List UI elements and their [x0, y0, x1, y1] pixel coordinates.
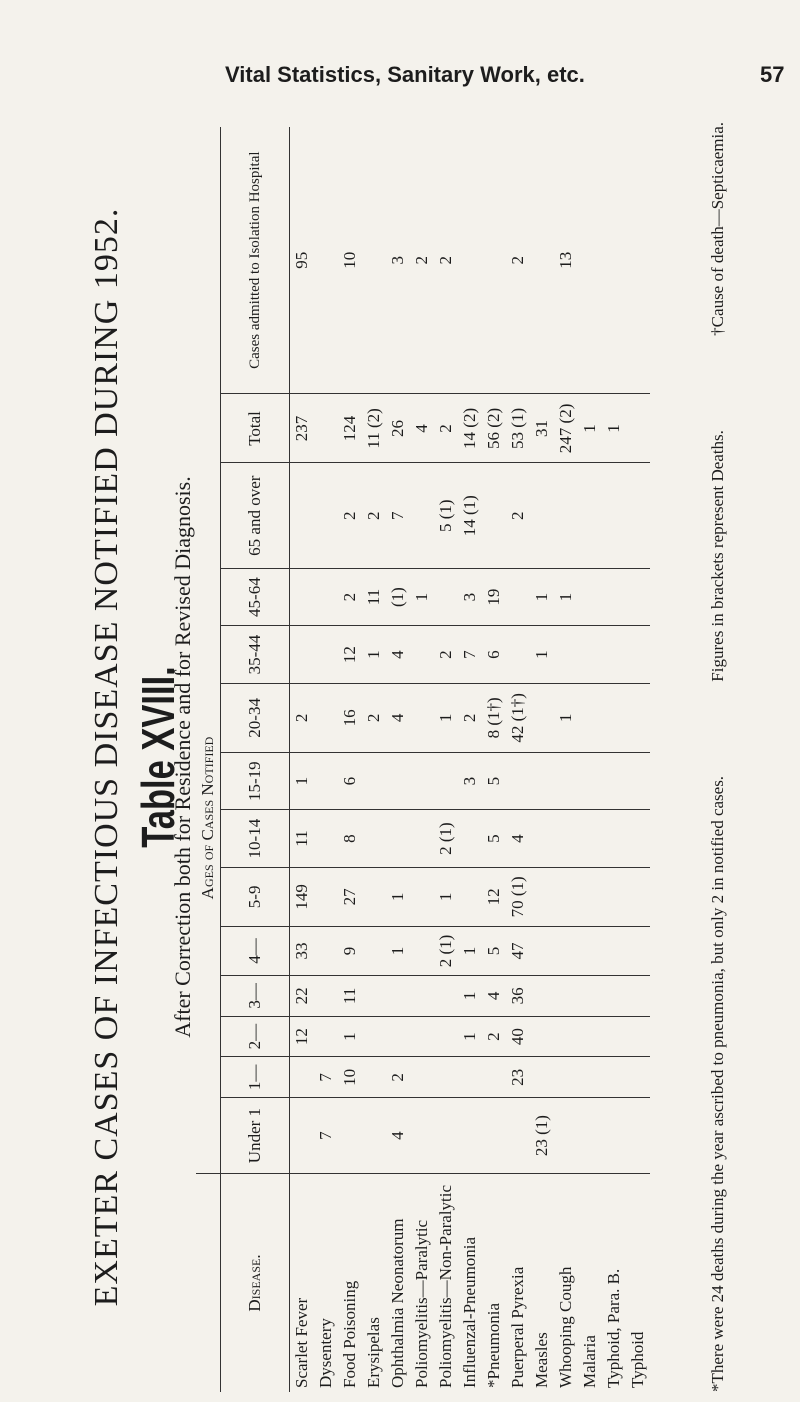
- admitted-cell: [626, 127, 650, 394]
- total-cell: 124: [338, 394, 362, 463]
- disease-name: Typhoid: [628, 1331, 647, 1388]
- age-count-cell: [626, 463, 650, 568]
- age-count-cell: [290, 463, 315, 568]
- age-count-cell: [458, 1057, 482, 1098]
- age-count-cell: [314, 976, 338, 1017]
- admitted-cell: [458, 127, 482, 394]
- admitted-cell: 13: [554, 127, 578, 394]
- age-count-cell: [386, 752, 410, 809]
- disease-name: Puerperal Pyrexia: [508, 1266, 527, 1388]
- admitted-cell: [578, 127, 602, 394]
- age-count-cell: [290, 626, 315, 683]
- age-count-cell: 9: [338, 926, 362, 975]
- age-count-cell: 4: [386, 626, 410, 683]
- age-count-cell: 47: [506, 926, 530, 975]
- admitted-cell: [602, 127, 626, 394]
- footnote-pneumonia: *There were 24 deaths during the year ascribed to pneumonia, but only 2 in notified cases.: [708, 775, 727, 1392]
- page-number: 57: [760, 62, 785, 87]
- age-count-cell: [410, 867, 434, 926]
- column-header-row: [221, 127, 290, 1392]
- age-count-cell: 1: [530, 626, 554, 683]
- age-count-cell: [482, 1098, 506, 1174]
- age-count-cell: 12: [338, 626, 362, 683]
- age-count-cell: 1: [554, 683, 578, 752]
- age-count-cell: [434, 568, 458, 625]
- age-count-cell: [554, 1098, 578, 1174]
- age-count-cell: 70 (1): [506, 867, 530, 926]
- age-count-cell: [338, 1098, 362, 1174]
- age-count-cell: 4: [386, 1098, 410, 1174]
- age-count-cell: [602, 752, 626, 809]
- age-count-cell: [482, 463, 506, 568]
- age-count-cell: [578, 683, 602, 752]
- age-count-cell: [362, 752, 386, 809]
- age-count-cell: [602, 463, 626, 568]
- age-count-cell: 2: [482, 1016, 506, 1057]
- admitted-cell: [314, 127, 338, 394]
- age-count-cell: 1: [554, 568, 578, 625]
- total-cell: 26: [386, 394, 410, 463]
- age-count-cell: [410, 976, 434, 1017]
- age-count-cell: [410, 752, 434, 809]
- age-count-cell: [626, 976, 650, 1017]
- age-count-cell: [554, 626, 578, 683]
- age-count-cell: 42 (1†): [506, 683, 530, 752]
- age-count-cell: 14 (1): [458, 463, 482, 568]
- table-row: [314, 127, 338, 1392]
- table-row: [386, 127, 410, 1392]
- age-count-cell: 1: [290, 752, 315, 809]
- disease-table: [196, 127, 650, 1392]
- admitted-cell: 2: [434, 127, 458, 394]
- age-count-cell: [530, 752, 554, 809]
- age-count-cell: 5 (1): [434, 463, 458, 568]
- age-count-cell: 3: [458, 568, 482, 625]
- age-count-cell: 1: [458, 1016, 482, 1057]
- age-count-cell: 3: [458, 752, 482, 809]
- age-header: 5-9: [221, 867, 290, 926]
- age-count-cell: [506, 568, 530, 625]
- age-count-cell: 12: [290, 1016, 315, 1057]
- age-header: 2—: [221, 1016, 290, 1057]
- age-count-cell: [578, 752, 602, 809]
- age-count-cell: [314, 626, 338, 683]
- blank-header: [196, 127, 221, 394]
- age-count-cell: 8 (1†): [482, 683, 506, 752]
- age-count-cell: (1): [386, 568, 410, 625]
- age-count-cell: [626, 867, 650, 926]
- age-count-cell: 2: [290, 683, 315, 752]
- age-count-cell: [530, 867, 554, 926]
- age-count-cell: [386, 1016, 410, 1057]
- age-count-cell: 2: [386, 1057, 410, 1098]
- rotated-table-page: [0, 112, 800, 1402]
- table-row: [410, 127, 434, 1392]
- blank-header: [196, 394, 221, 463]
- age-count-cell: 11: [338, 976, 362, 1017]
- age-count-cell: 10: [338, 1057, 362, 1098]
- age-count-cell: [602, 1016, 626, 1057]
- table-row: [458, 127, 482, 1392]
- age-count-cell: 22: [290, 976, 315, 1017]
- admitted-cell: 3: [386, 127, 410, 394]
- table-row: [338, 127, 362, 1392]
- age-count-cell: [578, 626, 602, 683]
- age-count-cell: [434, 1098, 458, 1174]
- age-count-cell: [602, 626, 626, 683]
- age-count-cell: [386, 976, 410, 1017]
- age-count-cell: [410, 683, 434, 752]
- age-count-cell: [626, 752, 650, 809]
- age-count-cell: [578, 463, 602, 568]
- age-count-cell: 2: [458, 683, 482, 752]
- age-count-cell: [314, 463, 338, 568]
- admitted-cell: [482, 127, 506, 394]
- age-count-cell: 5: [482, 926, 506, 975]
- total-cell: 2: [434, 394, 458, 463]
- age-count-cell: 7: [458, 626, 482, 683]
- age-count-cell: [314, 867, 338, 926]
- age-count-cell: [530, 976, 554, 1017]
- disease-name: Typhoid, Para. B.: [604, 1268, 623, 1388]
- age-count-cell: 7: [314, 1098, 338, 1174]
- age-count-cell: 1: [362, 626, 386, 683]
- age-count-cell: 2: [434, 626, 458, 683]
- age-count-cell: [410, 1098, 434, 1174]
- age-count-cell: [602, 810, 626, 867]
- running-title: Vital Statistics, Sanitary Work, etc.: [225, 62, 585, 87]
- age-count-cell: 19: [482, 568, 506, 625]
- disease-name: Measles: [532, 1332, 551, 1388]
- age-count-cell: [314, 683, 338, 752]
- table-label: Table XVIII.: [132, 666, 184, 848]
- age-count-cell: 2: [338, 568, 362, 625]
- age-header: Under 1: [221, 1098, 290, 1174]
- age-header: 1—: [221, 1057, 290, 1098]
- disease-name: Whooping Cough: [556, 1266, 575, 1388]
- disease-name: Food Poisoning: [340, 1280, 359, 1388]
- age-count-cell: 11: [362, 568, 386, 625]
- age-count-cell: 2: [362, 463, 386, 568]
- table-row: [626, 127, 650, 1392]
- age-count-cell: 2 (1): [434, 926, 458, 975]
- table-row: [530, 127, 554, 1392]
- age-count-cell: [458, 810, 482, 867]
- total-cell: 53 (1): [506, 394, 530, 463]
- age-count-cell: 1: [410, 568, 434, 625]
- admitted-cell: 95: [290, 127, 315, 394]
- age-count-cell: [530, 683, 554, 752]
- disease-name: Erysipelas: [364, 1317, 383, 1388]
- table-row: [578, 127, 602, 1392]
- age-count-cell: [602, 867, 626, 926]
- footnote-septicaemia: †Cause of death—Septicaemia.: [708, 121, 727, 336]
- age-count-cell: [314, 568, 338, 625]
- age-count-cell: 12: [482, 867, 506, 926]
- age-header: 65 and over: [221, 463, 290, 568]
- disease-name: *Pneumonia: [484, 1303, 503, 1388]
- age-count-cell: [506, 752, 530, 809]
- age-count-cell: [554, 1016, 578, 1057]
- age-count-cell: 1: [434, 683, 458, 752]
- age-header: 15-19: [221, 752, 290, 809]
- table-row: [362, 127, 386, 1392]
- total-cell: 11 (2): [362, 394, 386, 463]
- age-count-cell: [506, 626, 530, 683]
- admitted-cell: 2: [410, 127, 434, 394]
- age-count-cell: 6: [482, 626, 506, 683]
- age-header: 35-44: [221, 626, 290, 683]
- disease-name: Malaria: [580, 1335, 599, 1388]
- age-count-cell: 23 (1): [530, 1098, 554, 1174]
- age-count-cell: [530, 463, 554, 568]
- age-count-cell: [602, 1098, 626, 1174]
- age-count-cell: [482, 1057, 506, 1098]
- age-count-cell: [314, 752, 338, 809]
- age-count-cell: 149: [290, 867, 315, 926]
- age-count-cell: [554, 867, 578, 926]
- age-header: 3—: [221, 976, 290, 1017]
- total-cell: 1: [602, 394, 626, 463]
- age-count-cell: [362, 1057, 386, 1098]
- age-count-cell: [602, 926, 626, 975]
- disease-name: Influenzal-Pneumonia: [460, 1236, 479, 1388]
- age-count-cell: 2 (1): [434, 810, 458, 867]
- age-count-cell: 6: [338, 752, 362, 809]
- age-count-cell: [554, 810, 578, 867]
- age-count-cell: 7: [314, 1057, 338, 1098]
- age-count-cell: [554, 1057, 578, 1098]
- age-count-cell: [602, 976, 626, 1017]
- age-count-cell: [578, 810, 602, 867]
- ages-group-header: Ages of Cases Notified: [196, 463, 221, 1174]
- age-count-cell: [626, 926, 650, 975]
- age-count-cell: [434, 1016, 458, 1057]
- age-count-cell: [626, 810, 650, 867]
- age-count-cell: 7: [386, 463, 410, 568]
- age-count-cell: [410, 810, 434, 867]
- age-count-cell: [434, 752, 458, 809]
- group-header-row: [196, 127, 221, 1392]
- age-count-cell: 5: [482, 752, 506, 809]
- age-count-cell: [530, 810, 554, 867]
- age-count-cell: [410, 1016, 434, 1057]
- age-count-cell: 1: [386, 926, 410, 975]
- age-count-cell: 1: [386, 867, 410, 926]
- total-cell: 14 (2): [458, 394, 482, 463]
- total-cell: 237: [290, 394, 315, 463]
- age-count-cell: [626, 1098, 650, 1174]
- age-count-cell: [434, 1057, 458, 1098]
- age-count-cell: 5: [482, 810, 506, 867]
- age-count-cell: [314, 810, 338, 867]
- age-count-cell: [410, 1057, 434, 1098]
- age-count-cell: [578, 1057, 602, 1098]
- age-count-cell: 2: [506, 463, 530, 568]
- age-count-cell: 8: [338, 810, 362, 867]
- age-count-cell: [626, 683, 650, 752]
- age-count-cell: [362, 926, 386, 975]
- age-count-cell: 33: [290, 926, 315, 975]
- table-row: [602, 127, 626, 1392]
- total-cell: 31: [530, 394, 554, 463]
- age-count-cell: 11: [290, 810, 315, 867]
- disease-name: Poliomyelitis—Non-Paralytic: [436, 1184, 455, 1388]
- age-count-cell: [578, 926, 602, 975]
- total-cell: [626, 394, 650, 463]
- age-count-cell: [554, 976, 578, 1017]
- age-count-cell: [362, 1098, 386, 1174]
- table-row: [506, 127, 530, 1392]
- table-body: [290, 127, 651, 1392]
- total-cell: [314, 394, 338, 463]
- age-count-cell: [602, 683, 626, 752]
- table-row: [554, 127, 578, 1392]
- age-count-cell: [626, 568, 650, 625]
- table-row: [290, 127, 315, 1392]
- disease-header: Disease.: [221, 1174, 290, 1393]
- table-subtitle: After Correction both for Residence and for Revised Diagnosis.: [170, 476, 195, 1038]
- admitted-cell: 10: [338, 127, 362, 394]
- age-count-cell: [314, 1016, 338, 1057]
- age-count-cell: [554, 926, 578, 975]
- page-header: [0, 0, 800, 110]
- total-cell: 56 (2): [482, 394, 506, 463]
- age-count-cell: [386, 810, 410, 867]
- age-count-cell: [578, 976, 602, 1017]
- age-count-cell: [626, 626, 650, 683]
- age-count-cell: 1: [458, 926, 482, 975]
- age-header: 10-14: [221, 810, 290, 867]
- age-count-cell: [626, 1016, 650, 1057]
- age-count-cell: [530, 1016, 554, 1057]
- age-count-cell: 4: [506, 810, 530, 867]
- age-count-cell: 4: [482, 976, 506, 1017]
- age-count-cell: [362, 867, 386, 926]
- age-count-cell: [530, 1057, 554, 1098]
- age-count-cell: [578, 1016, 602, 1057]
- age-count-cell: [410, 463, 434, 568]
- total-cell: 1: [578, 394, 602, 463]
- table-row: [482, 127, 506, 1392]
- age-count-cell: 16: [338, 683, 362, 752]
- disease-name: Scarlet Fever: [292, 1297, 311, 1388]
- age-count-cell: [410, 926, 434, 975]
- age-count-cell: [434, 976, 458, 1017]
- age-count-cell: 1: [338, 1016, 362, 1057]
- age-header: 20-34: [221, 683, 290, 752]
- admitted-cell: 2: [506, 127, 530, 394]
- age-count-cell: 36: [506, 976, 530, 1017]
- age-count-cell: [578, 867, 602, 926]
- age-count-cell: [554, 463, 578, 568]
- admitted-cell: [530, 127, 554, 394]
- age-count-cell: 23: [506, 1057, 530, 1098]
- age-count-cell: [602, 1057, 626, 1098]
- footnote-brackets: Figures in brackets represent Deaths.: [708, 430, 727, 682]
- age-count-cell: 2: [362, 683, 386, 752]
- age-count-cell: [626, 1057, 650, 1098]
- age-header: 45-64: [221, 568, 290, 625]
- disease-name: Ophthalmia Neonatorum: [388, 1218, 407, 1388]
- age-header: 4—: [221, 926, 290, 975]
- total-cell: 4: [410, 394, 434, 463]
- disease-name: Poliomyelitis—Paralytic: [412, 1219, 431, 1388]
- age-count-cell: 2: [338, 463, 362, 568]
- age-count-cell: [578, 1098, 602, 1174]
- age-count-cell: 1: [530, 568, 554, 625]
- disease-name: Dysentery: [316, 1318, 335, 1388]
- blank-header: [196, 1174, 221, 1393]
- total-header: Total: [221, 394, 290, 463]
- age-count-cell: [290, 1057, 315, 1098]
- age-count-cell: [602, 568, 626, 625]
- age-count-cell: 4: [386, 683, 410, 752]
- age-count-cell: [554, 752, 578, 809]
- admitted-cell: [362, 127, 386, 394]
- age-count-cell: [458, 867, 482, 926]
- table-row: [434, 127, 458, 1392]
- age-count-cell: 27: [338, 867, 362, 926]
- age-count-cell: [362, 810, 386, 867]
- age-count-cell: [314, 926, 338, 975]
- age-count-cell: [578, 568, 602, 625]
- age-count-cell: [290, 1098, 315, 1174]
- age-count-cell: [290, 568, 315, 625]
- admitted-header: Cases admitted to Isolation Hospital: [221, 127, 290, 394]
- age-count-cell: [410, 626, 434, 683]
- age-count-cell: [362, 1016, 386, 1057]
- total-cell: 247 (2): [554, 394, 578, 463]
- age-count-cell: [530, 926, 554, 975]
- age-count-cell: [362, 976, 386, 1017]
- age-count-cell: 40: [506, 1016, 530, 1057]
- table-title: EXETER CASES OF INFECTIOUS DISEASE NOTIFIED DURING 1952.: [88, 207, 125, 1307]
- footnotes: [708, 112, 728, 1392]
- age-count-cell: 1: [434, 867, 458, 926]
- age-count-cell: [506, 1098, 530, 1174]
- age-count-cell: [458, 1098, 482, 1174]
- age-count-cell: 1: [458, 976, 482, 1017]
